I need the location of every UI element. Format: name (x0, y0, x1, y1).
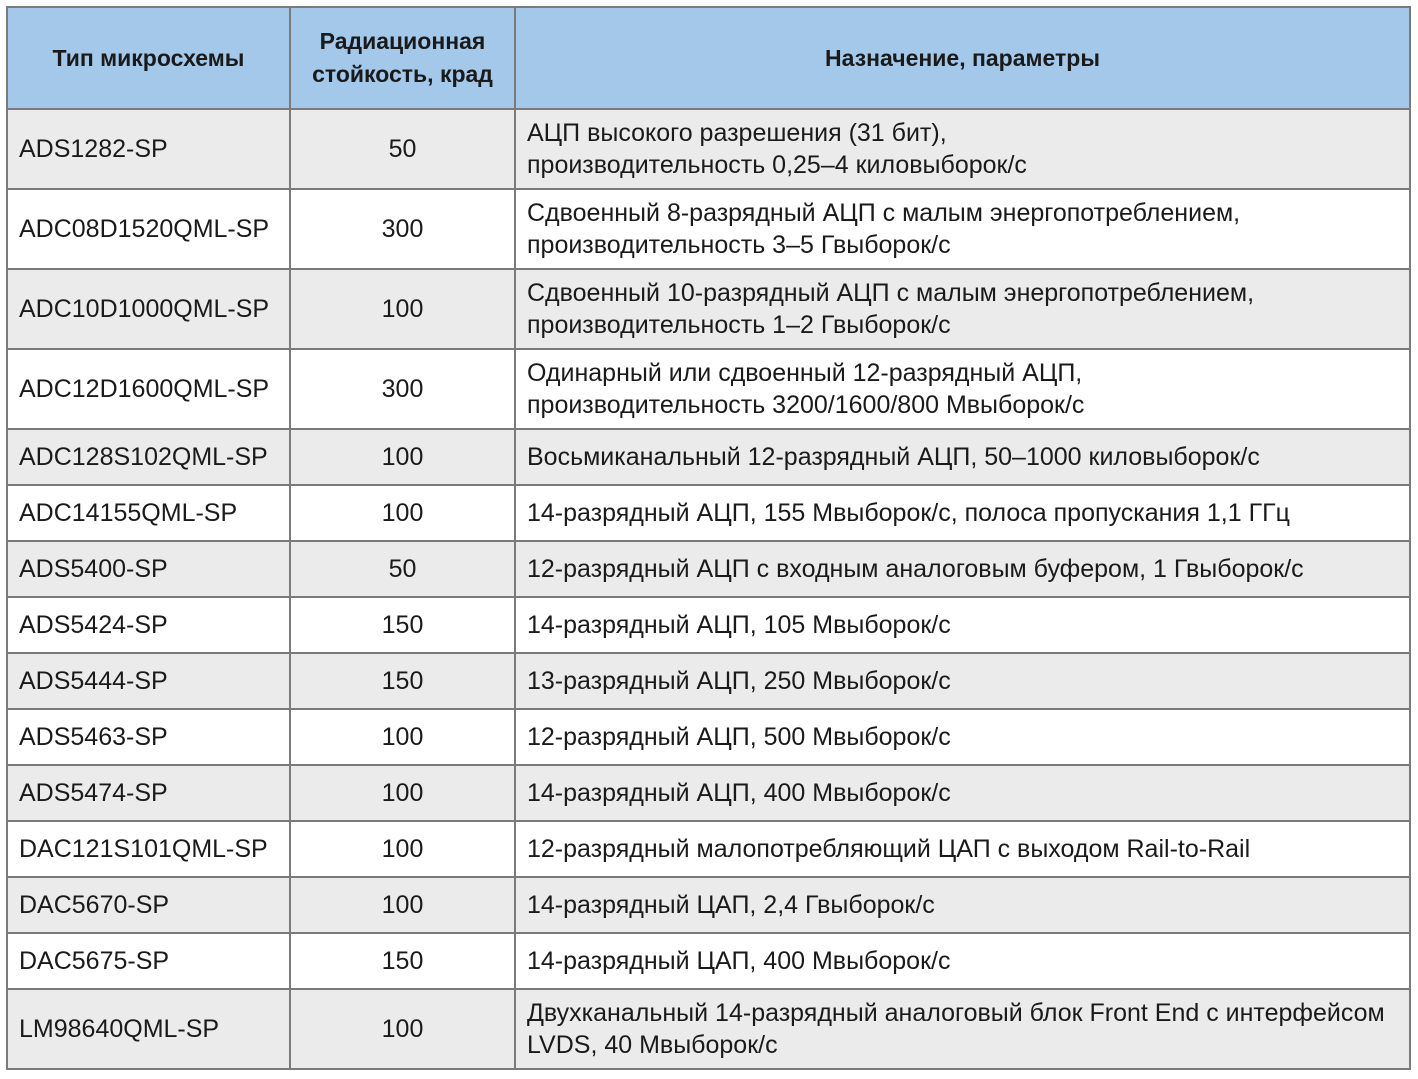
header-radiation-line2: стойкость, крад (312, 61, 493, 87)
cell-description (515, 189, 1410, 269)
table-row (7, 989, 1410, 1069)
description-line: 14-разрядный АЦП, 155 Мвыборок/с, полоса пропускания 1,1 ГГц (527, 499, 1290, 527)
table-row (7, 349, 1410, 429)
cell-radiation: 100 (290, 709, 515, 765)
description-line: Сдвоенный 10-разрядный АЦП с малым энергопотреблением, (527, 279, 1255, 307)
cell-chip-type: DAC121S101QML-SP (7, 821, 290, 877)
description-line: 12-разрядный АЦП, 500 Мвыборок/с (527, 723, 951, 751)
cell-description (515, 541, 1410, 597)
description-line: Одинарный или сдвоенный 12-разрядный АЦП, (527, 359, 1083, 387)
table-row (7, 429, 1410, 485)
description-line: 12-разрядный АЦП с входным аналоговым буфером, 1 Гвыборок/с (527, 555, 1304, 583)
cell-radiation: 100 (290, 877, 515, 933)
cell-chip-type: ADS5463-SP (7, 709, 290, 765)
description-line: 14-разрядный АЦП, 400 Мвыборок/с (527, 779, 951, 807)
description-line: Двухканальный 14-разрядный аналоговый блок Front End с интерфейсом (527, 999, 1385, 1027)
cell-chip-type: ADS5400-SP (7, 541, 290, 597)
header-row (7, 7, 1410, 109)
cell-chip-type: ADS1282-SP (7, 109, 290, 189)
cell-chip-type: ADC12D1600QML-SP (7, 349, 290, 429)
description-line: производительность 3–5 Гвыборок/с (527, 231, 951, 259)
table-row (7, 933, 1410, 989)
cell-description (515, 349, 1410, 429)
header-description: Назначение, параметры (515, 7, 1410, 109)
cell-radiation: 150 (290, 653, 515, 709)
description-line: Восьмиканальный 12-разрядный АЦП, 50–1000 киловыборок/с (527, 443, 1260, 471)
table-row (7, 709, 1410, 765)
cell-description (515, 653, 1410, 709)
cell-radiation: 100 (290, 429, 515, 485)
cell-radiation: 300 (290, 189, 515, 269)
cell-description (515, 485, 1410, 541)
cell-radiation: 50 (290, 541, 515, 597)
cell-chip-type: ADC14155QML-SP (7, 485, 290, 541)
microchip-table (6, 6, 1411, 1070)
cell-description (515, 877, 1410, 933)
table-body (7, 109, 1410, 1069)
header-radiation (290, 7, 515, 109)
cell-radiation: 100 (290, 821, 515, 877)
table-row (7, 485, 1410, 541)
cell-radiation: 100 (290, 989, 515, 1069)
description-line: производительность 3200/1600/800 Мвыборок/с (527, 391, 1085, 419)
header-type: Тип микросхемы (7, 7, 290, 109)
cell-description (515, 269, 1410, 349)
cell-description (515, 989, 1410, 1069)
table-row (7, 877, 1410, 933)
description-line: 13-разрядный АЦП, 250 Мвыборок/с (527, 667, 951, 695)
cell-chip-type: LM98640QML-SP (7, 989, 290, 1069)
description-line: 14-разрядный ЦАП, 2,4 Гвыборок/с (527, 891, 935, 919)
table-row (7, 189, 1410, 269)
cell-radiation: 300 (290, 349, 515, 429)
cell-chip-type: ADS5424-SP (7, 597, 290, 653)
description-line: 12-разрядный малопотребляющий ЦАП с выходом Rail-to-Rail (527, 835, 1251, 863)
description-line: производительность 1–2 Гвыборок/с (527, 311, 951, 339)
description-line: 14-разрядный АЦП, 105 Мвыборок/с (527, 611, 951, 639)
cell-description (515, 765, 1410, 821)
cell-radiation: 50 (290, 109, 515, 189)
cell-radiation: 150 (290, 933, 515, 989)
description-line: Сдвоенный 8-разрядный АЦП с малым энергопотреблением, (527, 199, 1241, 227)
table-row (7, 109, 1410, 189)
table-row (7, 269, 1410, 349)
description-line: LVDS, 40 Мвыборок/с (527, 1031, 778, 1059)
description-line: 14-разрядный ЦАП, 400 Мвыборок/с (527, 947, 951, 975)
cell-description (515, 597, 1410, 653)
cell-radiation: 100 (290, 485, 515, 541)
cell-description (515, 821, 1410, 877)
description-line: производительность 0,25–4 киловыборок/с (527, 151, 1027, 179)
table-header (7, 7, 1410, 109)
cell-chip-type: ADS5444-SP (7, 653, 290, 709)
cell-chip-type: ADS5474-SP (7, 765, 290, 821)
cell-chip-type: DAC5675-SP (7, 933, 290, 989)
table-row (7, 541, 1410, 597)
cell-radiation: 100 (290, 269, 515, 349)
cell-description (515, 429, 1410, 485)
table-row (7, 821, 1410, 877)
cell-chip-type: ADC10D1000QML-SP (7, 269, 290, 349)
table-row (7, 597, 1410, 653)
cell-chip-type: ADC128S102QML-SP (7, 429, 290, 485)
cell-description (515, 709, 1410, 765)
table-row (7, 653, 1410, 709)
description-line: АЦП высокого разрешения (31 бит), (527, 119, 947, 147)
cell-radiation: 100 (290, 765, 515, 821)
cell-chip-type: ADC08D1520QML-SP (7, 189, 290, 269)
cell-radiation: 150 (290, 597, 515, 653)
cell-description (515, 109, 1410, 189)
cell-description (515, 933, 1410, 989)
cell-chip-type: DAC5670-SP (7, 877, 290, 933)
table-row (7, 765, 1410, 821)
header-radiation-line1: Радиационная (319, 28, 486, 54)
